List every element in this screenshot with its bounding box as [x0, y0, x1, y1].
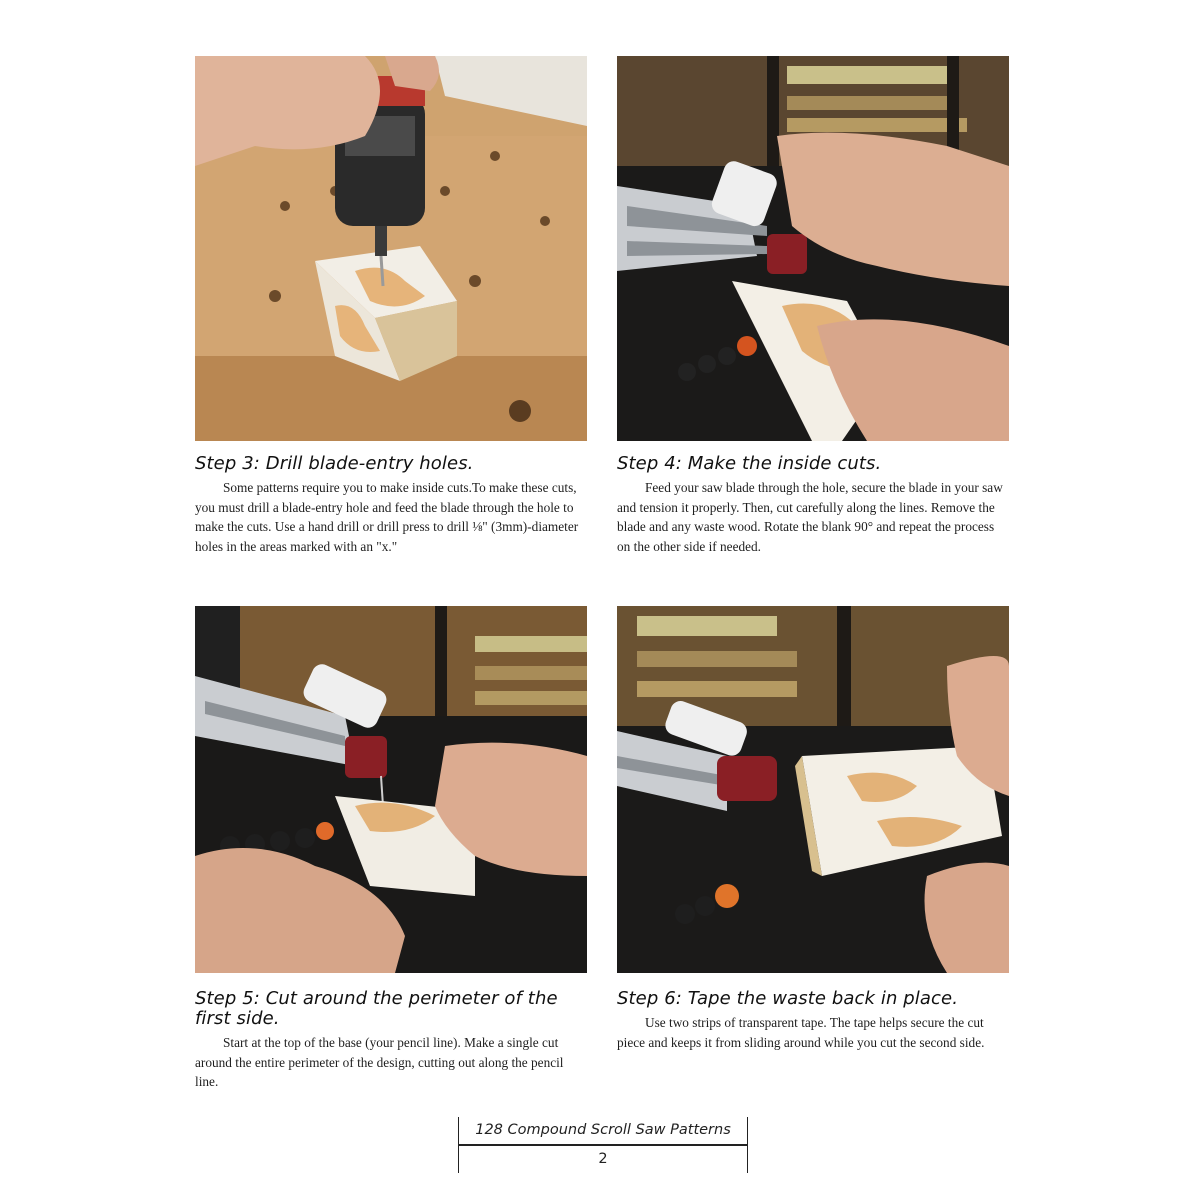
step-5-body: Start at the top of the base (your pencil line). Make a single cut around the entire perimeter of the design, cutting out along the pencil line.: [195, 1035, 564, 1090]
step-4-block: [617, 454, 1009, 556]
page-footer: [458, 1117, 748, 1173]
step-6-block: [617, 989, 1009, 1052]
step-3-block: [195, 454, 587, 556]
photo-step-6-tape-waste: [617, 606, 1009, 973]
step-4-body: Feed your saw blade through the hole, secure the blade in your saw and tension it properly. Then, cut carefully along the lines. Remove the blade and any waste wood. Rotate the blank 90° and repeat the process on the other side if needed.: [617, 480, 1003, 554]
step-3-body: Some patterns require you to make inside cuts.To make these cuts, you must drill a blade-entry hole and feed the blade through the hole to make the cuts. Use a hand drill or drill press to drill ⅛" (3mm)-diameter holes in the areas marked with an "x.": [195, 480, 579, 554]
step-5-block: [195, 989, 587, 1092]
step-6-title: Step 6: Tape the waste back in place.: [617, 988, 959, 1009]
step-6-body: Use two strips of transparent tape. The tape helps secure the cut piece and keeps it from sliding around while you cut the second side.: [617, 1015, 985, 1050]
photo-step-4-inside-cuts: [617, 56, 1009, 441]
page-number: 2: [458, 1146, 748, 1173]
book-title: 128 Compound Scroll Saw Patterns: [458, 1117, 748, 1144]
step-4-title: Step 4: Make the inside cuts.: [617, 453, 882, 474]
step-3-title: Step 3: Drill blade-entry holes.: [195, 453, 474, 474]
photo-step-5-perimeter-cut: [195, 606, 587, 973]
photo-step-3-drilling: [195, 56, 587, 441]
step-5-title: Step 5: Cut around the perimeter of the first side.: [195, 988, 558, 1029]
